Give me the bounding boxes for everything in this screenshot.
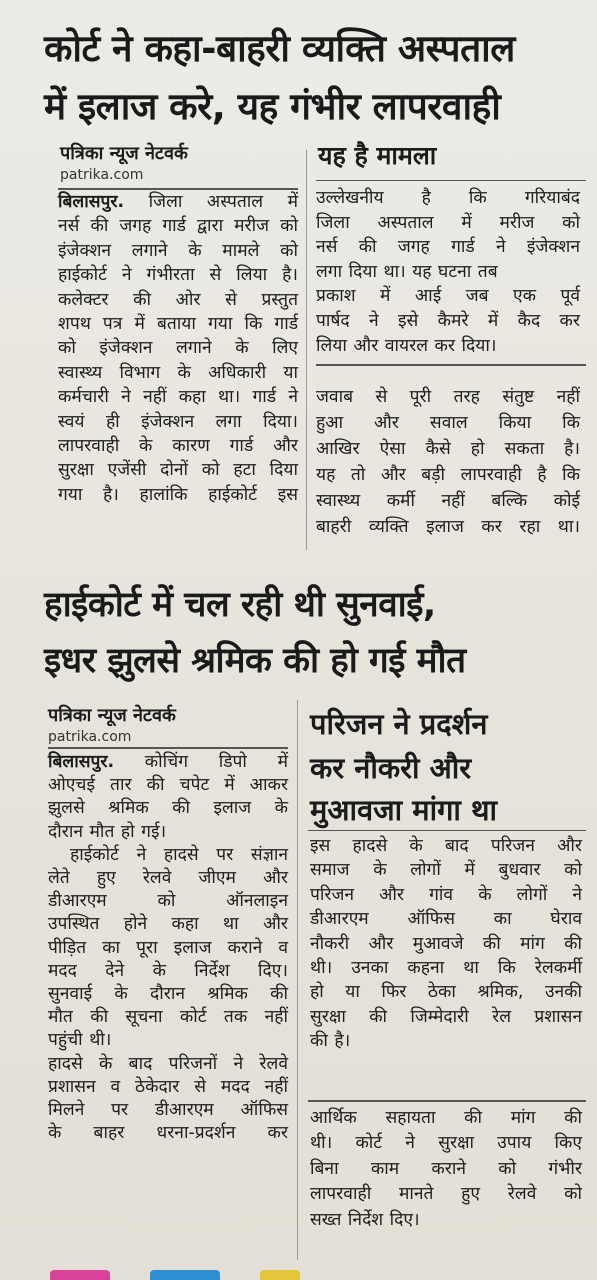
- story2-byline-block: [48, 704, 288, 746]
- column-divider: [306, 150, 307, 550]
- story1-left-line: कलेक्टर की ओर से प्रस्तुत: [58, 289, 298, 310]
- story2-left-line: ओएचई तार की चपेट में आकर: [48, 775, 288, 796]
- story2-byline-rule: [48, 747, 288, 749]
- story2-left-line: पहुंची थी।: [48, 1030, 112, 1051]
- story2-byline: पत्रिका न्यूज नेटवर्क: [48, 705, 176, 726]
- story2-right-line: इस हादसे के बाद परिजन और: [310, 836, 582, 856]
- story2-left-line: के बाहर धरना-प्रदर्शन कर: [48, 1123, 288, 1144]
- story1-left-line: बिलासपुर. जिला अस्पताल में: [58, 192, 299, 212]
- story1-left-line: स्वास्थ्य विभाग के अधिकारी या: [58, 362, 298, 383]
- story2-right-line: सुरक्षा की जिम्मेदारी रेल प्रशासन: [310, 1006, 582, 1027]
- story1-left-line: सुरक्षा एजेंसी दोनों को हटा दिया: [58, 460, 298, 481]
- story2-right-line-b: सख्त निर्देश दिए।: [310, 1209, 420, 1230]
- story2-right-line: नौकरी और मुआवजे की मांग की: [310, 933, 582, 954]
- story1-sidebar-title: यह है मामला: [318, 141, 437, 170]
- story2-dateline: बिलासपुर.: [48, 752, 115, 772]
- story1-byline: पत्रिका न्यूज नेटवर्क: [60, 143, 188, 164]
- story1-left-line: गया है। हालांकि हाईकोर्ट इस: [58, 484, 298, 505]
- story2-right-column-b: [310, 1106, 582, 1233]
- story1-sidebar-line: लगा दिया था। यह घटना तब: [316, 261, 498, 282]
- story2-left-line: उपस्थित होने कहा था और: [48, 914, 288, 935]
- story1-left-line: कर्मचारी ने नहीं कहा था। गार्ड ने: [58, 387, 298, 408]
- story2-subhead-line3: मुआवजा मांगा था: [310, 793, 498, 827]
- story1-right-column: [316, 384, 580, 540]
- story2-right-line: की है।: [310, 1031, 351, 1052]
- story1-sidebar-line: जिला अस्पताल में मरीज को: [316, 212, 580, 233]
- story1-sidebar-line: उल्लेखनीय है कि गरियाबंद: [316, 188, 580, 208]
- story2-left-column: [48, 751, 288, 1145]
- story1-left-line: हाईकोर्ट ने गंभीरता से लिया है।: [58, 265, 298, 286]
- story2-left-line: मौत की सूचना कोर्ट तक नहीं: [48, 1007, 288, 1028]
- story2-left-line: पीड़ित का पूरा इलाज कराने व: [48, 937, 288, 958]
- story2-left-line: डीआरएम को ऑनलाइन: [48, 891, 288, 912]
- story1-headline-line2: में इलाज करे, यह गंभीर लापरवाही: [44, 85, 501, 128]
- story1-sidebar-line: नर्स की जगह गार्ड ने इंजेक्शन: [316, 237, 580, 258]
- story1-byline-block: [60, 142, 300, 184]
- story2-subhead-line1: परिजन ने प्रदर्शन: [310, 707, 488, 741]
- story2-right-line-b: थी। कोर्ट ने सुरक्षा उपाय किए: [310, 1133, 582, 1154]
- story2-headline-line2: इधर झुलसे श्रमिक की हो गई मौत: [44, 641, 466, 681]
- column-divider-2: [297, 700, 298, 1260]
- story2-left-line: प्रशासन व ठेकेदार से मदद नहीं: [48, 1076, 288, 1097]
- story1-left-line: नर्स की जगह गार्ड द्वारा मरीज को: [58, 216, 298, 237]
- story2-site: patrika.com: [48, 729, 132, 745]
- story2-left-line: दौरान मौत हो गई।: [48, 821, 167, 842]
- story2-left-line: झुलसे श्रमिक की इलाज के: [48, 798, 288, 819]
- story2-right-line: हो या फिर ठेका श्रमिक, उनकी: [310, 982, 582, 1003]
- story1-headline-line1: कोर्ट ने कहा-बाहरी व्यक्ति अस्पताल: [44, 27, 515, 70]
- color-strip-blue: [150, 1270, 220, 1280]
- story1-right-line: यह तो और बड़ी लापरवाही है कि: [316, 465, 580, 485]
- story2-right-line: समाज के लोगों में बुधवार को: [310, 860, 582, 881]
- story1-left-line: स्वयं ही इंजेक्शन लगा दिया।: [58, 411, 298, 432]
- story1-sidebar-line: पार्षद ने इसे कैमरे में कैद कर: [316, 310, 580, 331]
- story2-subhead-line2: कर नौकरी और: [310, 751, 472, 785]
- story2-right-line-b: आर्थिक सहायता की मांग की: [310, 1108, 582, 1128]
- color-strip-yellow: [260, 1270, 300, 1280]
- story2-left-line: लेते हुए रेलवे जीएम और: [48, 868, 288, 889]
- story2-left-line: मिलने पर डीआरएम ऑफिस: [48, 1100, 288, 1121]
- story2-right-rule: [308, 1100, 586, 1102]
- story2-left-line: बिलासपुर. कोचिंग डिपो में: [48, 752, 288, 772]
- story1-left-line: को इंजेक्शन लगाने के लिए: [58, 338, 298, 359]
- story2-right-line: थी। उनका कहना था कि रेलकर्मी: [310, 958, 582, 979]
- story1-right-line: जवाब से पूरी तरह संतुष्ट नहीं: [316, 387, 580, 407]
- story1-left-line: लापरवाही के कारण गार्ड और: [58, 436, 298, 457]
- story2-right-line-b: लापरवाही मानते हुए रेलवे को: [310, 1184, 582, 1205]
- sidebar-bottom-rule: [316, 364, 586, 366]
- story2-subhead-rule: [308, 830, 586, 831]
- story2-right-column: [310, 834, 582, 1054]
- story2-left-line: मदद देने के निर्देश दिए।: [48, 960, 288, 981]
- story1-right-line: स्वास्थ्य कर्मी नहीं बल्कि कोई: [316, 491, 580, 511]
- story1-sidebar-line: प्रकाश में आई जब एक पूर्व: [316, 286, 580, 307]
- story1-left-column: [58, 190, 298, 507]
- story1-dateline: बिलासपुर.: [58, 192, 125, 212]
- story2-right-line: डीआरएम ऑफिस का घेराव: [310, 909, 582, 930]
- story2-left-line: हादसे के बाद परिजनों ने रेलवे: [48, 1053, 288, 1074]
- story2-left-line: सुनवाई के दौरान श्रमिक की: [48, 984, 288, 1005]
- story2-headline-line1: हाईकोर्ट में चल रही थी सुनवाई,: [44, 585, 436, 625]
- story1-site: patrika.com: [60, 167, 144, 183]
- story1-right-line: हुआ और सवाल किया कि: [316, 413, 580, 433]
- story1-left-line: शपथ पत्र में बताया गया कि गार्ड: [58, 314, 298, 335]
- story1-right-line: आखिर ऐसा कैसे हो सकता है।: [316, 439, 580, 459]
- story1-sidebar-text: [316, 186, 580, 358]
- color-strip-pink: [50, 1270, 110, 1280]
- story1-sidebar-line: लिया और वायरल कर दिया।: [316, 335, 497, 356]
- story1-left-line: इंजेक्शन लगाने के मामले को: [58, 240, 298, 261]
- story2-right-line: परिजन और गांव के लोगों ने: [310, 884, 582, 905]
- story2-left-line: हाईकोर्ट ने हादसे पर संज्ञान: [70, 844, 288, 865]
- story1-right-line: बाहरी व्यक्ति इलाज कर रहा था।: [316, 517, 580, 537]
- sidebar-title-rule: [316, 180, 586, 181]
- story2-right-line-b: बिना काम कराने को गंभीर: [310, 1158, 582, 1179]
